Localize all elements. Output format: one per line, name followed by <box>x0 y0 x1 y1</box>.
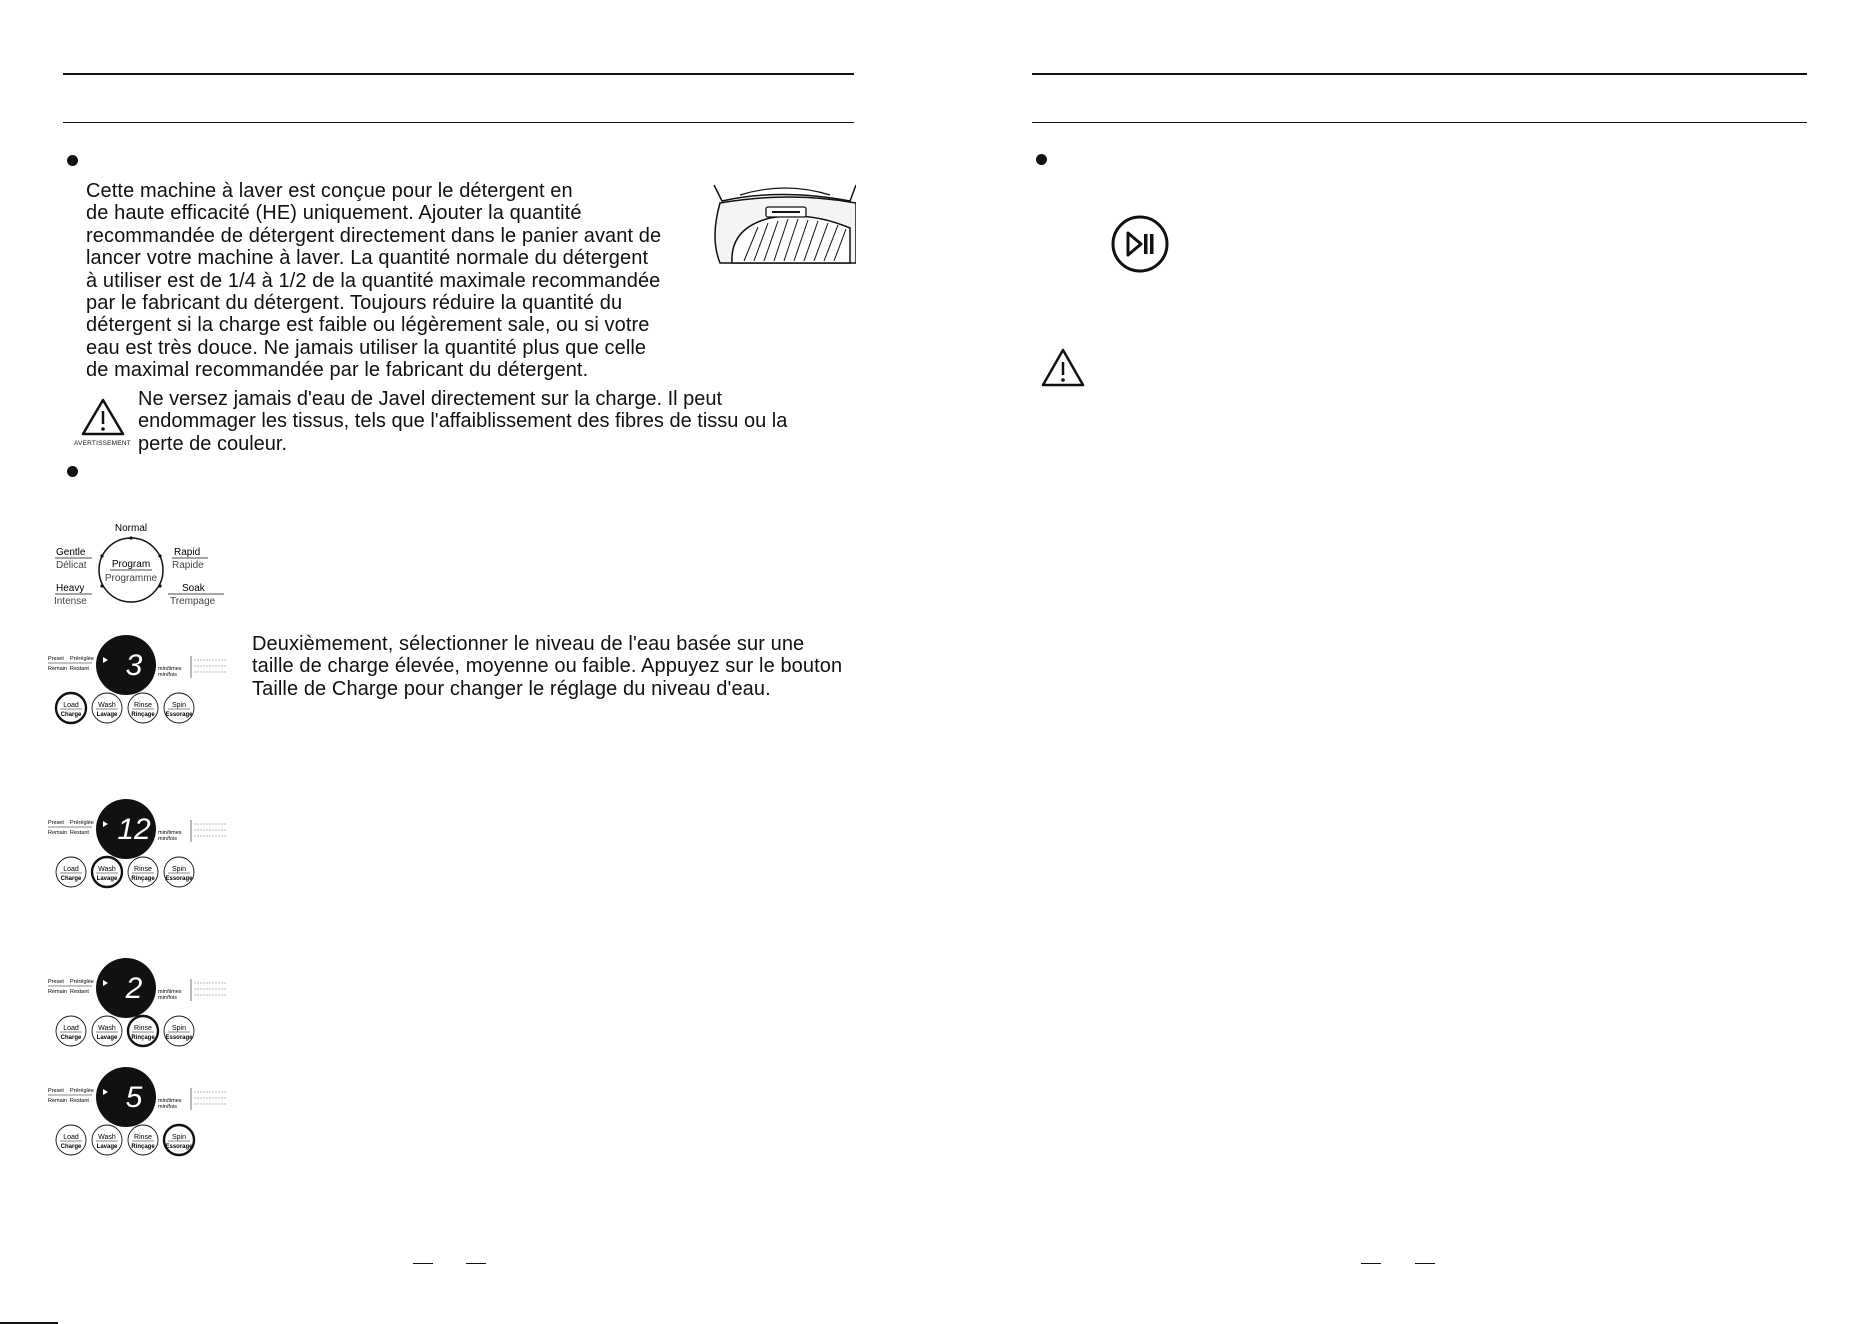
dial-rapid-en: Rapid <box>174 547 201 558</box>
warning-triangle-icon-right <box>1040 347 1086 389</box>
preset-fr-label: Préréglée <box>70 820 94 826</box>
play-pause-icon[interactable] <box>1110 214 1170 274</box>
left-page-number-dash-2 <box>466 1263 486 1264</box>
text-line: par le fabricant du détergent. Toujours réduire la quantité du <box>86 292 623 315</box>
panel-button-label: Rinse <box>134 1025 152 1032</box>
preset-fr-label: Préréglée <box>70 656 94 662</box>
preset-label: Preset <box>48 656 64 662</box>
dial-heavy-en: Heavy <box>56 583 85 594</box>
control-panel <box>46 951 246 1051</box>
panel-button-label-fr: Essorage <box>165 876 193 882</box>
text-line: détergent si la charge est faible ou légèrement sale, ou si votre <box>86 314 650 337</box>
panel-button-label: Spin <box>171 1025 187 1032</box>
text-line: perte de couleur. <box>138 432 287 455</box>
dial-gentle-fr: Délicat <box>56 560 87 571</box>
panel-button-label: Load <box>63 702 79 709</box>
remain-label: Remain <box>48 666 67 672</box>
unit-fr-label: min/fois <box>158 1104 177 1110</box>
bullet-program <box>67 466 78 477</box>
text-line: eau est très douce. Ne jamais utiliser la quantité plus que celle <box>86 336 647 359</box>
panel-button-label-fr: Lavage <box>96 712 118 718</box>
detergent-drawer-illustration <box>710 183 856 271</box>
dial-normal-label: Normal <box>114 523 148 534</box>
dial-soak-fr: Trempage <box>170 596 216 607</box>
text-line: endommager les tissus, tels que l'affaiblissement des fibres de tissu ou la <box>138 410 788 433</box>
preset-label: Preset <box>48 820 64 826</box>
panel-button-label: Wash <box>98 1025 116 1032</box>
panel-button-label-fr: Lavage <box>96 1144 118 1150</box>
text-line: Cette machine à laver est conçue pour le détergent en <box>86 180 573 202</box>
preset-label: Preset <box>48 979 64 985</box>
panel-button-label: Load <box>63 1025 79 1032</box>
right-page-number-dash-2 <box>1415 1263 1435 1264</box>
remain-label: Remain <box>48 1098 67 1104</box>
text-line: Taille de Charge pour changer le réglage du niveau d'eau. <box>252 677 771 700</box>
panel-button-label-fr: Charge <box>60 876 82 882</box>
panel-button-label-fr: Rinçage <box>131 1144 155 1150</box>
panel-button-label-fr: Lavage <box>96 876 118 882</box>
remain-fr-label: Restant <box>70 989 89 995</box>
control-panel <box>46 1060 246 1160</box>
panel-button-label: Wash <box>98 1134 116 1141</box>
panel-button-label: Rinse <box>134 702 152 709</box>
panel-button-label: Spin <box>171 702 187 709</box>
right-page-number-dash-1 <box>1361 1263 1381 1264</box>
text-line: recommandée de détergent directement dans le panier avant de <box>86 224 662 247</box>
panel-button-label-fr: Rinçage <box>131 876 155 882</box>
text-line: de maximal recommandée par le fabricant du détergent. <box>86 359 589 382</box>
control-panel <box>46 628 246 728</box>
panel-button-label-fr: Charge <box>60 1035 82 1041</box>
panel-button-label: Load <box>63 866 79 873</box>
bullet-detergent <box>67 155 78 166</box>
warning-triangle-icon <box>80 397 126 437</box>
bullet-right <box>1036 154 1047 165</box>
unit-fr-label: min/fois <box>158 672 177 678</box>
dial-center-fr: Programme <box>104 573 158 584</box>
panel-button-label: Rinse <box>134 1134 152 1141</box>
text-line: Ne versez jamais d'eau de Javel directement sur la charge. Il peut <box>138 388 723 410</box>
unit-fr-label: min/fois <box>158 995 177 1001</box>
remain-fr-label: Restant <box>70 830 89 836</box>
text-line: taille de charge élevée, moyenne ou faible. Appuyez sur le bouton <box>252 655 843 678</box>
water-level-paragraph <box>252 633 842 700</box>
remain-label: Remain <box>48 830 67 836</box>
right-header-rule-top <box>1032 73 1807 75</box>
left-header-rule-top <box>63 73 854 75</box>
dial-center-en: Program <box>111 559 151 570</box>
panel-button-label: Load <box>63 1134 79 1141</box>
remain-label: Remain <box>48 989 67 995</box>
warning-text <box>138 388 787 455</box>
program-dial[interactable] <box>48 520 238 615</box>
display-digits: 12 <box>117 813 151 846</box>
unit-label: min/times <box>158 1098 182 1104</box>
panel-button-label-fr: Essorage <box>165 712 193 718</box>
control-panel <box>46 792 246 892</box>
text-line: à utiliser est de 1/4 à 1/2 de la quantité maximale recommandée <box>86 269 661 292</box>
panel-button-label: Rinse <box>134 866 152 873</box>
text-line: de haute efficacité (HE) uniquement. Ajouter la quantité <box>86 202 582 225</box>
detergent-paragraph <box>86 180 661 382</box>
unit-label: min/times <box>158 830 182 836</box>
panel-button-label: Spin <box>171 1134 187 1141</box>
preset-label: Preset <box>48 1088 64 1094</box>
dial-rapid-fr: Rapide <box>172 560 204 571</box>
preset-fr-label: Préréglée <box>70 1088 94 1094</box>
left-header-rule-bottom <box>63 122 854 123</box>
unit-label: min/times <box>158 666 182 672</box>
display-digits: 2 <box>125 972 143 1005</box>
panel-button-label-fr: Rinçage <box>131 1035 155 1041</box>
dial-soak-en: Soak <box>182 583 205 594</box>
panel-button-label-fr: Charge <box>60 1144 82 1150</box>
panel-button-label-fr: Lavage <box>96 1035 118 1041</box>
preset-fr-label: Préréglée <box>70 979 94 985</box>
remain-fr-label: Restant <box>70 666 89 672</box>
panel-button-label: Wash <box>98 866 116 873</box>
left-page-number-dash-1 <box>413 1263 433 1264</box>
text-line: lancer votre machine à laver. La quantité normale du détergent <box>86 247 649 270</box>
panel-button-label-fr: Rinçage <box>131 712 155 718</box>
panel-button-label-fr: Essorage <box>165 1035 193 1041</box>
panel-button-label-fr: Charge <box>60 712 82 718</box>
remain-fr-label: Restant <box>70 1098 89 1104</box>
right-header-rule-bottom <box>1032 122 1807 123</box>
unit-label: min/times <box>158 989 182 995</box>
panel-button-label: Spin <box>171 866 187 873</box>
unit-fr-label: min/fois <box>158 836 177 842</box>
display-digits: 3 <box>125 649 143 682</box>
display-digits: 5 <box>125 1081 143 1114</box>
text-line: Deuxièmement, sélectionner le niveau de l'eau basée sur une <box>252 633 805 655</box>
dial-gentle-en: Gentle <box>56 547 86 558</box>
panel-button-label-fr: Essorage <box>165 1144 193 1150</box>
dial-heavy-fr: Intense <box>54 596 87 607</box>
panel-button-label: Wash <box>98 702 116 709</box>
warning-caption: AVERTISSEMENT <box>74 440 131 447</box>
